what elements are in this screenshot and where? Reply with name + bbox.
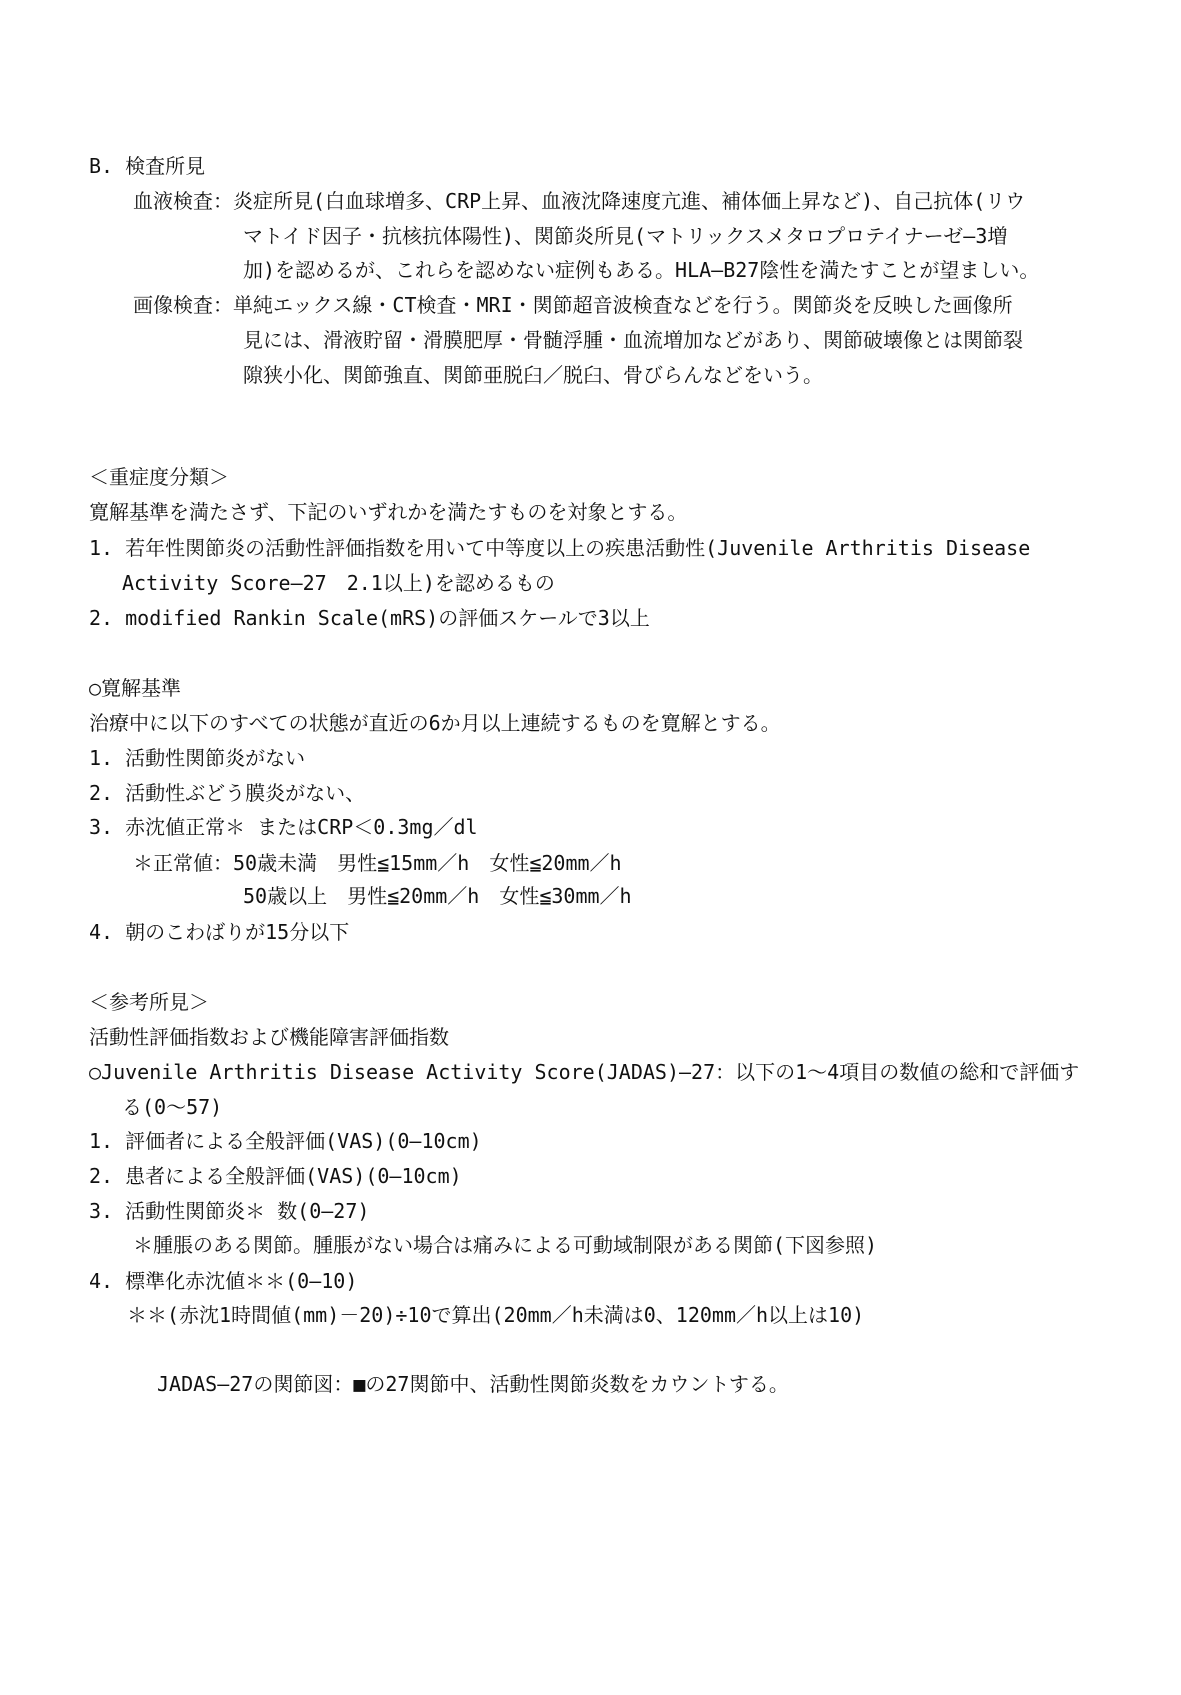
paragraph: 治療中に以下のすべての状態が直近の6か月以上連続するものを寛解とする。 (89, 711, 781, 735)
figure-caption: JADAS―27の関節図：■の27関節中、活動性関節炎数をカウントする。 (157, 1372, 789, 1396)
list-item: 3. 活動性関節炎＊ 数(0―27) (89, 1199, 370, 1223)
list-item: 1. 若年性関節炎の活動性評価指数を用いて中等度以上の疾患活動性(Juvenile Arthritis Disease (89, 536, 1031, 560)
paragraph: 活動性評価指数および機能障害評価指数 (89, 1025, 449, 1049)
note: ＊＊(赤沈1時間値(mm)－20)÷10で算出(20mm／h未満は0、120mm／h以上は10) (127, 1303, 865, 1327)
note: 50歳以上 男性≦20mm／h 女性≦30mm／h (243, 884, 632, 908)
list-item-cont: Activity Score―27 2.1以上)を認めるもの (122, 571, 555, 595)
list-item: 1. 評価者による全般評価(VAS)(0―10cm) (89, 1129, 482, 1153)
list-item: 2. modified Rankin Scale(mRS)の評価スケールで3以上 (89, 606, 650, 630)
section-heading: B. 検査所見 (89, 154, 206, 178)
list-item: 3. 赤沈値正常＊ またはCRP＜0.3mg／dl (89, 815, 478, 839)
list-item: 4. 朝のこわばりが15分以下 (89, 920, 350, 944)
list-item: 1. 活動性関節炎がない (89, 746, 306, 770)
list-item: 4. 標準化赤沈値＊＊(0―10) (89, 1269, 358, 1293)
imaging-line: 見には、滑液貯留・滑膜肥厚・骨髄浮腫・血流増加などがあり、関節破壊像とは関節裂 (243, 328, 1023, 352)
paragraph: ○Juvenile Arthritis Disease Activity Score(JADAS)―27：以下の1～4項目の数値の総和で評価す (89, 1060, 1080, 1084)
section-heading: ＜参考所見＞ (89, 990, 209, 1014)
list-item: 2. 患者による全般評価(VAS)(0―10cm) (89, 1164, 462, 1188)
imaging-line: 隙狭小化、関節強直、関節亜脱臼／脱臼、骨びらんなどをいう。 (243, 363, 823, 387)
blood-test-line: マトイド因子・抗核抗体陽性)、関節炎所見(マトリックスメタロプロテイナーゼ―3増 (243, 224, 1008, 248)
paragraph-cont: る(0～57) (122, 1095, 223, 1119)
blood-test-line: 加)を認めるが、これらを認めない症例もある。HLA―B27陰性を満たすことが望ましい。 (243, 258, 1040, 282)
paragraph: 寛解基準を満たさず、下記のいずれかを満たすものを対象とする。 (89, 500, 688, 524)
note: ＊正常値：50歳未満 男性≦15mm／h 女性≦20mm／h (133, 851, 622, 875)
blood-test-line: 血液検査：炎症所見(白血球増多、CRP上昇、血液沈降速度亢進、補体価上昇など)、自己抗体(リウ (133, 189, 1026, 213)
note: ＊腫脹のある関節。腫脹がない場合は痛みによる可動域制限がある関節(下図参照) (133, 1233, 878, 1257)
section-heading: ○寛解基準 (89, 676, 182, 700)
imaging-line: 画像検査：単純エックス線・CT検査・MRI・関節超音波検査などを行う。関節炎を反映した画像所 (133, 293, 1013, 317)
list-item: 2. 活動性ぶどう膜炎がない、 (89, 781, 366, 805)
section-heading: ＜重症度分類＞ (89, 465, 229, 489)
